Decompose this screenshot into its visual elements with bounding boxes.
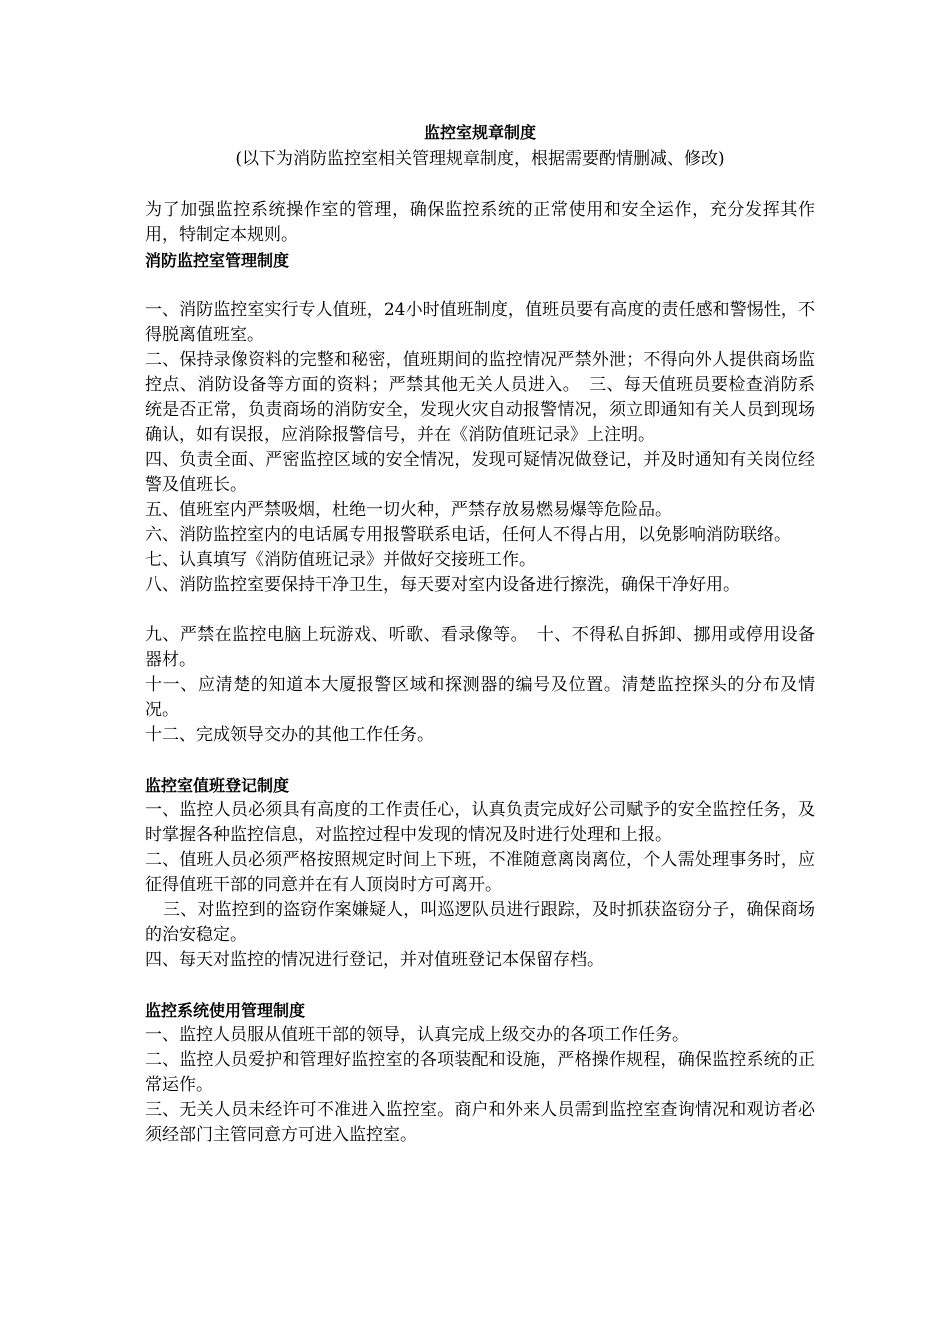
section3-item-1: 一、监控人员服从值班干部的领导，认真完成上级交办的各项工作任务。	[145, 1025, 689, 1045]
section2-item-3: 三、对监控到的盗窃作案嫌疑人，叫巡逻队员进行跟踪，及时抓获盗窃分子，确保商场的治安稳定。	[145, 900, 815, 945]
section1-item-4: 四、负责全面、严密监控区域的安全情况，发现可疑情况做登记，并及时通知有关岗位经警及值班长。	[145, 450, 815, 495]
document-subtitle: (以下为消防监控室相关管理规章制度，根据需要酌情删减、修改)	[235, 149, 725, 169]
spacer	[145, 973, 815, 998]
document-title: 监控室规章制度	[423, 123, 536, 142]
section1-item-7: 七、认真填写《消防值班记录》并做好交接班工作。	[145, 550, 536, 570]
section1-item-8: 八、消防监控室要保持干净卫生，每天要对室内设备进行擦洗，确保干净好用。	[145, 575, 740, 595]
section-heading-fire-control-room: 消防监控室管理制度	[145, 251, 290, 270]
section2-item-2: 二、值班人员必须严格按照规定时间上下班，不准随意离岗离位，个人需处理事务时，应征得值班干部的同意并在有人顶岗时方可离开。	[145, 850, 815, 895]
section1-item-9-10: 九、严禁在监控电脑上玩游戏、听歌、看录像等。 十、不得私自拆卸、挪用或停用设备器材。	[145, 625, 815, 670]
section1-item-1: 一、消防监控室实行专人值班，24小时值班制度，值班员要有高度的责任感和警惕性，不得脱离值班室。	[145, 300, 815, 345]
section1-item-12: 十二、完成领导交办的其他工作任务。	[145, 725, 434, 745]
spacer	[145, 748, 815, 773]
section-heading-duty-registration: 监控室值班登记制度	[145, 776, 290, 795]
spacer	[145, 273, 815, 298]
spacer	[145, 598, 815, 623]
section3-item-3: 三、无关人员未经许可不准进入监控室。商户和外来人员需到监控室查询情况和观访者必须经部门主管同意方可进入监控室。	[145, 1100, 815, 1145]
section2-item-1: 一、监控人员必须具有高度的工作责任心，认真负责完成好公司赋予的安全监控任务，及时掌握各种监控信息，对监控过程中发现的情况及时进行处理和上报。	[145, 800, 815, 845]
section3-item-2: 二、监控人员爱护和管理好监控室的各项装配和设施，严格操作规程，确保监控系统的正常运作。	[145, 1050, 815, 1095]
intro-paragraph: 为了加强监控系统操作室的管理，确保监控系统的正常使用和安全运作，充分发挥其作用，特制定本规则。	[145, 200, 815, 245]
section1-item-2-3: 二、保持录像资料的完整和秘密，值班期间的监控情况严禁外泄；不得向外人提供商场监控点、消防设备等方面的资料；严禁其他无关人员进入。 三、每天值班员要检查消防系统是否正常，负责商场的消防安全，发现火灾自动报警情况，须立即通知有关人员到现场确认，如有误报，应消除报警信号，并在《消防值班记录》上注明。	[145, 350, 815, 445]
section-heading-system-usage: 监控系统使用管理制度	[145, 1001, 306, 1020]
document-page	[145, 120, 815, 1148]
section1-item-11: 十一、应清楚的知道本大厦报警区域和探测器的编号及位置。清楚监控探头的分布及情况。	[145, 675, 815, 720]
section1-item-6: 六、消防监控室内的电话属专用报警联系电话，任何人不得占用，以免影响消防联络。	[145, 525, 791, 545]
section1-item-5: 五、值班室内严禁吸烟，杜绝一切火种，严禁存放易燃易爆等危险品。	[145, 500, 672, 520]
section2-item-4: 四、每天对监控的情况进行登记，并对值班登记本保留存档。	[145, 950, 604, 970]
